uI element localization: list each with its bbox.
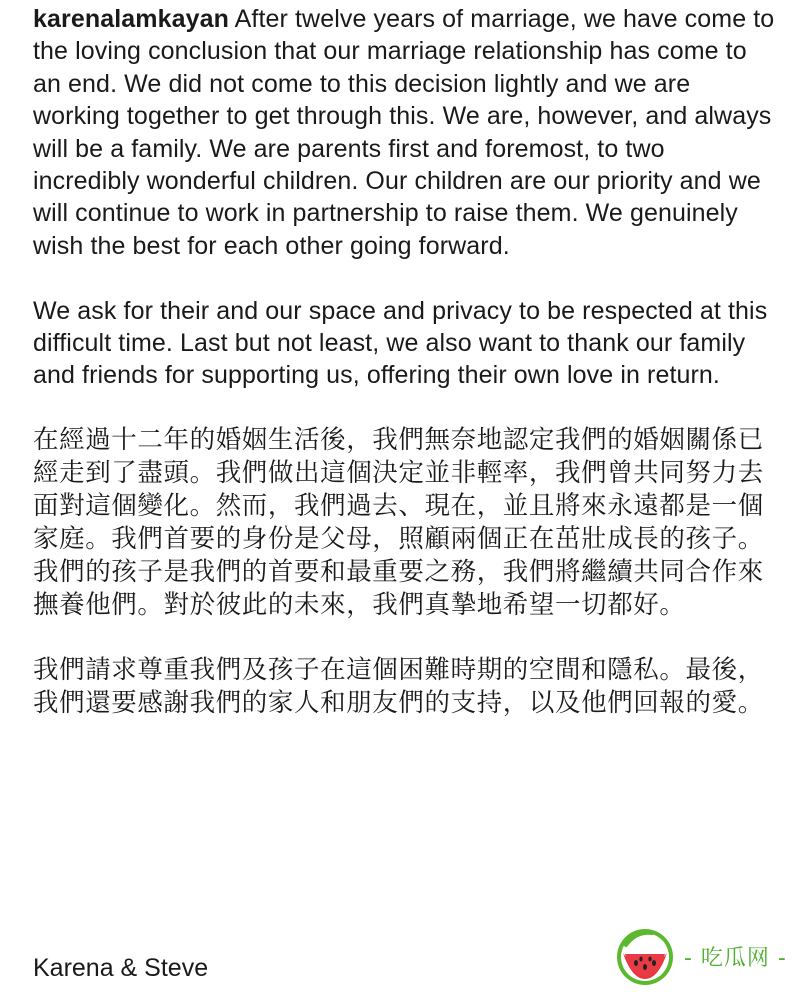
caption-english-paragraph-2: We ask for their and our space and privacy to be respected at this difficult time. Last but not least, we also want to thank our family and friends for supporting us, offering their own love in return. — [33, 296, 768, 390]
caption-text-en-1: After twelve years of marriage, we have come to the loving conclusion that our marriage relationship has come to an end. We did not come to this decision lightly and we are working together to get through this. We are, however, and always will be a family. We are parents first and foremost, to two incredibly wonderful children. Our children are our priority and we will continue to work in partnership to raise them. We genuinely wish the best for each other going forward. — [33, 5, 775, 260]
post-caption — [33, 3, 778, 752]
caption-chinese-paragraph-2: 我們請求尊重我們及孩子在這個困難時期的空間和隱私。最後，我們還要感謝我們的家人和朋友們的支持，以及他們回報的愛。 — [33, 656, 764, 718]
username-link[interactable]: karenalamkayan — [33, 5, 229, 33]
site-watermark — [612, 922, 792, 990]
caption-english-paragraph-1 — [33, 3, 778, 262]
signature: Karena & Steve — [33, 954, 209, 982]
caption-chinese-paragraph-1: 在經過十二年的婚姻生活後，我們無奈地認定我們的婚姻關係已經走到了盡頭。我們做出這個決定並非輕率，我們曾共同努力去面對這個變化。然而，我們過去、現在，並且將來永遠都是一個家庭。我們首要的身份是父母，照顧兩個正在茁壯成長的孩子。我們的孩子是我們的首要和最重要之務，我們將繼續共同合作來撫養他們。對於彼此的未來，我們真摯地希望一切都好。 — [33, 426, 764, 620]
watermelon-logo-icon — [612, 923, 678, 989]
watermark-text: - 吃瓜网 - — [684, 945, 787, 971]
